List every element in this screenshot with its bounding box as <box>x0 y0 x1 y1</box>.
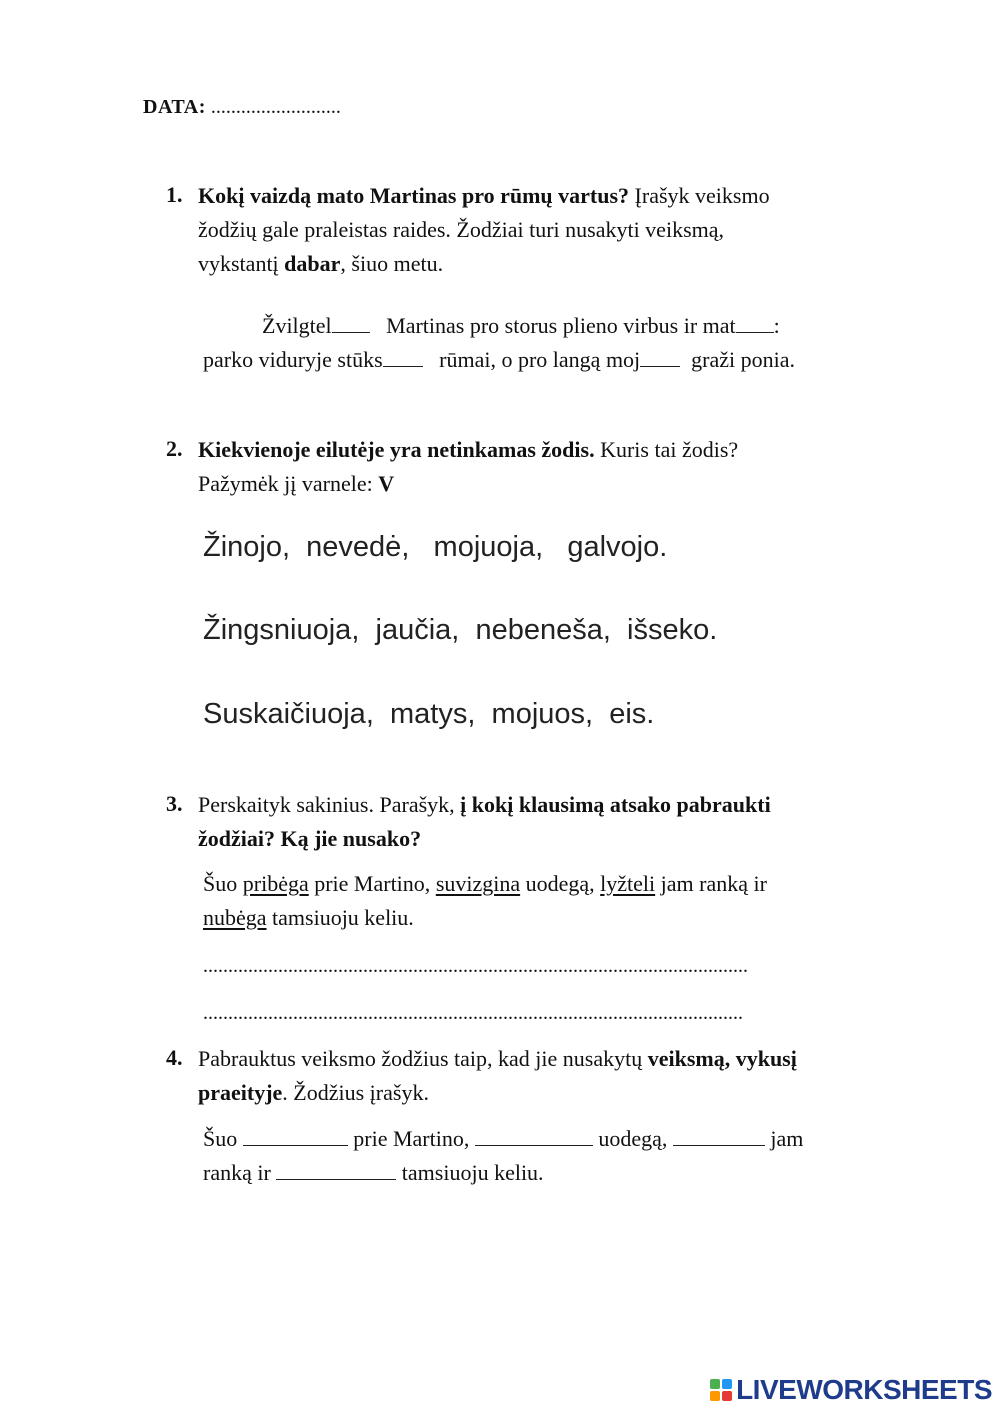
word-option[interactable]: galvojo. <box>567 531 668 563</box>
date-line <box>143 96 341 119</box>
q4-line1-a: Pabrauktus veiksmo žodžius taip, kad jie nusakytų <box>198 1046 648 1071</box>
q4-line2-bold: praeityje <box>198 1080 283 1105</box>
q2-word-row <box>203 531 667 564</box>
word-option[interactable]: mojuos, <box>491 698 594 730</box>
q1-text-part: Martinas pro storus plieno virbus ir mat <box>386 313 736 338</box>
q3-sentence <box>203 867 767 935</box>
q1-line2: žodžių gale praleistas raides. Žodžiai turi nusakyti veiksmą, <box>198 217 725 242</box>
word-option[interactable]: nebeneša, <box>475 614 611 646</box>
q2-word-row <box>203 698 654 731</box>
q2-line1-rest: Kuris tai žodis? <box>594 437 739 462</box>
word-option[interactable]: išseko. <box>627 614 718 646</box>
q4-sentence-line1 <box>203 1122 803 1156</box>
word-option[interactable]: nevedė, <box>306 531 410 563</box>
blank-field[interactable] <box>243 1125 348 1146</box>
word-option[interactable]: Suskaičiuoja, <box>203 698 374 730</box>
q3-instructions <box>198 788 771 856</box>
q3-text: uodegą, <box>520 871 601 896</box>
word-option[interactable]: Žinojo, <box>203 531 291 563</box>
q1-text-line1 <box>262 309 780 343</box>
logo-square <box>710 1379 720 1389</box>
blank-field[interactable] <box>276 1159 396 1180</box>
q1-text-part: graži ponia. <box>691 347 796 372</box>
blank-field[interactable] <box>332 312 370 333</box>
logo-grid-icon <box>710 1379 732 1401</box>
q4-text: uodegą, <box>598 1126 668 1151</box>
word-option[interactable]: mojuoja, <box>433 531 544 563</box>
q3-number: 3. <box>166 791 183 816</box>
q4-text: prie Martino, <box>353 1126 470 1151</box>
date-dots: .......................... <box>210 96 341 118</box>
underlined-verb: pribėga <box>242 871 309 896</box>
q3-text: tamsiuoju keliu. <box>266 905 414 930</box>
word-option[interactable]: Žingsniuoja, <box>203 614 360 646</box>
logo-square <box>722 1379 732 1389</box>
q1-text-part: : <box>773 313 780 338</box>
blank-field[interactable] <box>475 1125 593 1146</box>
q3-text: prie Martino, <box>308 871 436 896</box>
answer-line[interactable]: ............................................................................................................ <box>203 1002 743 1024</box>
word-option[interactable]: jaučia, <box>375 614 460 646</box>
q4-text: tamsiuoju keliu. <box>401 1160 544 1185</box>
q2-title: Kiekvienoje eilutėje yra netinkamas žodis. <box>198 437 595 462</box>
liveworksheets-logo[interactable] <box>710 1374 992 1406</box>
q4-text: Šuo <box>203 1126 238 1151</box>
q1-line3-bold: dabar <box>284 251 341 276</box>
q2-number: 2. <box>166 436 183 461</box>
q3-line1-a: Perskaityk sakinius. Parašyk, <box>198 792 461 817</box>
q1-text-part: parko viduryje stūks <box>203 347 383 372</box>
logo-square <box>722 1391 732 1401</box>
q4-text: ranką ir <box>203 1160 271 1185</box>
blank-field[interactable] <box>673 1125 765 1146</box>
q1-text-line2 <box>203 343 795 377</box>
word-option[interactable]: matys, <box>390 698 476 730</box>
q4-line1-bold: veiksmą, vykusį <box>647 1046 797 1071</box>
logo-square <box>710 1391 720 1401</box>
q3-line2-bold: žodžiai? Ką jie nusako? <box>198 826 422 851</box>
blank-field[interactable] <box>736 312 774 333</box>
q3-line1-bold: į kokį klausimą atsako pabraukti <box>460 792 771 817</box>
underlined-verb: lyžteli <box>600 871 656 896</box>
q2-word-row <box>203 614 717 647</box>
q1-title: Kokį vaizdą mato Martinas pro rūmų vartus? <box>198 183 630 208</box>
q4-number: 4. <box>166 1045 183 1070</box>
q1-line3-b: , šiuo metu. <box>340 251 444 276</box>
q3-text: jam ranką ir <box>655 871 767 896</box>
q4-sentence-line2 <box>203 1156 544 1190</box>
blank-field[interactable] <box>640 346 680 367</box>
q3-text: Šuo <box>203 871 243 896</box>
underlined-verb: suvizgina <box>435 871 521 896</box>
q1-line1-rest: Įrašyk veiksmo <box>629 183 770 208</box>
logo-text: LIVEWORKSHEETS <box>736 1374 992 1405</box>
q1-text-part: rūmai, o pro langą moj <box>439 347 641 372</box>
q2-line2-a: Pažymėk jį varnele: <box>198 471 379 496</box>
word-option[interactable]: eis. <box>609 698 655 730</box>
answer-line[interactable]: ............................................................................................................. <box>203 955 748 977</box>
q1-number: 1. <box>166 182 183 207</box>
underlined-verb: nubėga <box>203 905 267 930</box>
q4-instructions <box>198 1042 797 1110</box>
blank-field[interactable] <box>383 346 423 367</box>
q1-line3-a: vykstantį <box>198 251 285 276</box>
date-label: DATA: <box>143 96 206 118</box>
q4-text: jam <box>770 1126 804 1151</box>
q2-checkmark-letter: V <box>378 471 395 496</box>
q1-text-part: Žvilgtel <box>262 313 332 338</box>
q2-instructions <box>198 433 738 501</box>
q1-instructions <box>198 179 770 281</box>
q4-line2-rest: . Žodžius įrašyk. <box>282 1080 429 1105</box>
